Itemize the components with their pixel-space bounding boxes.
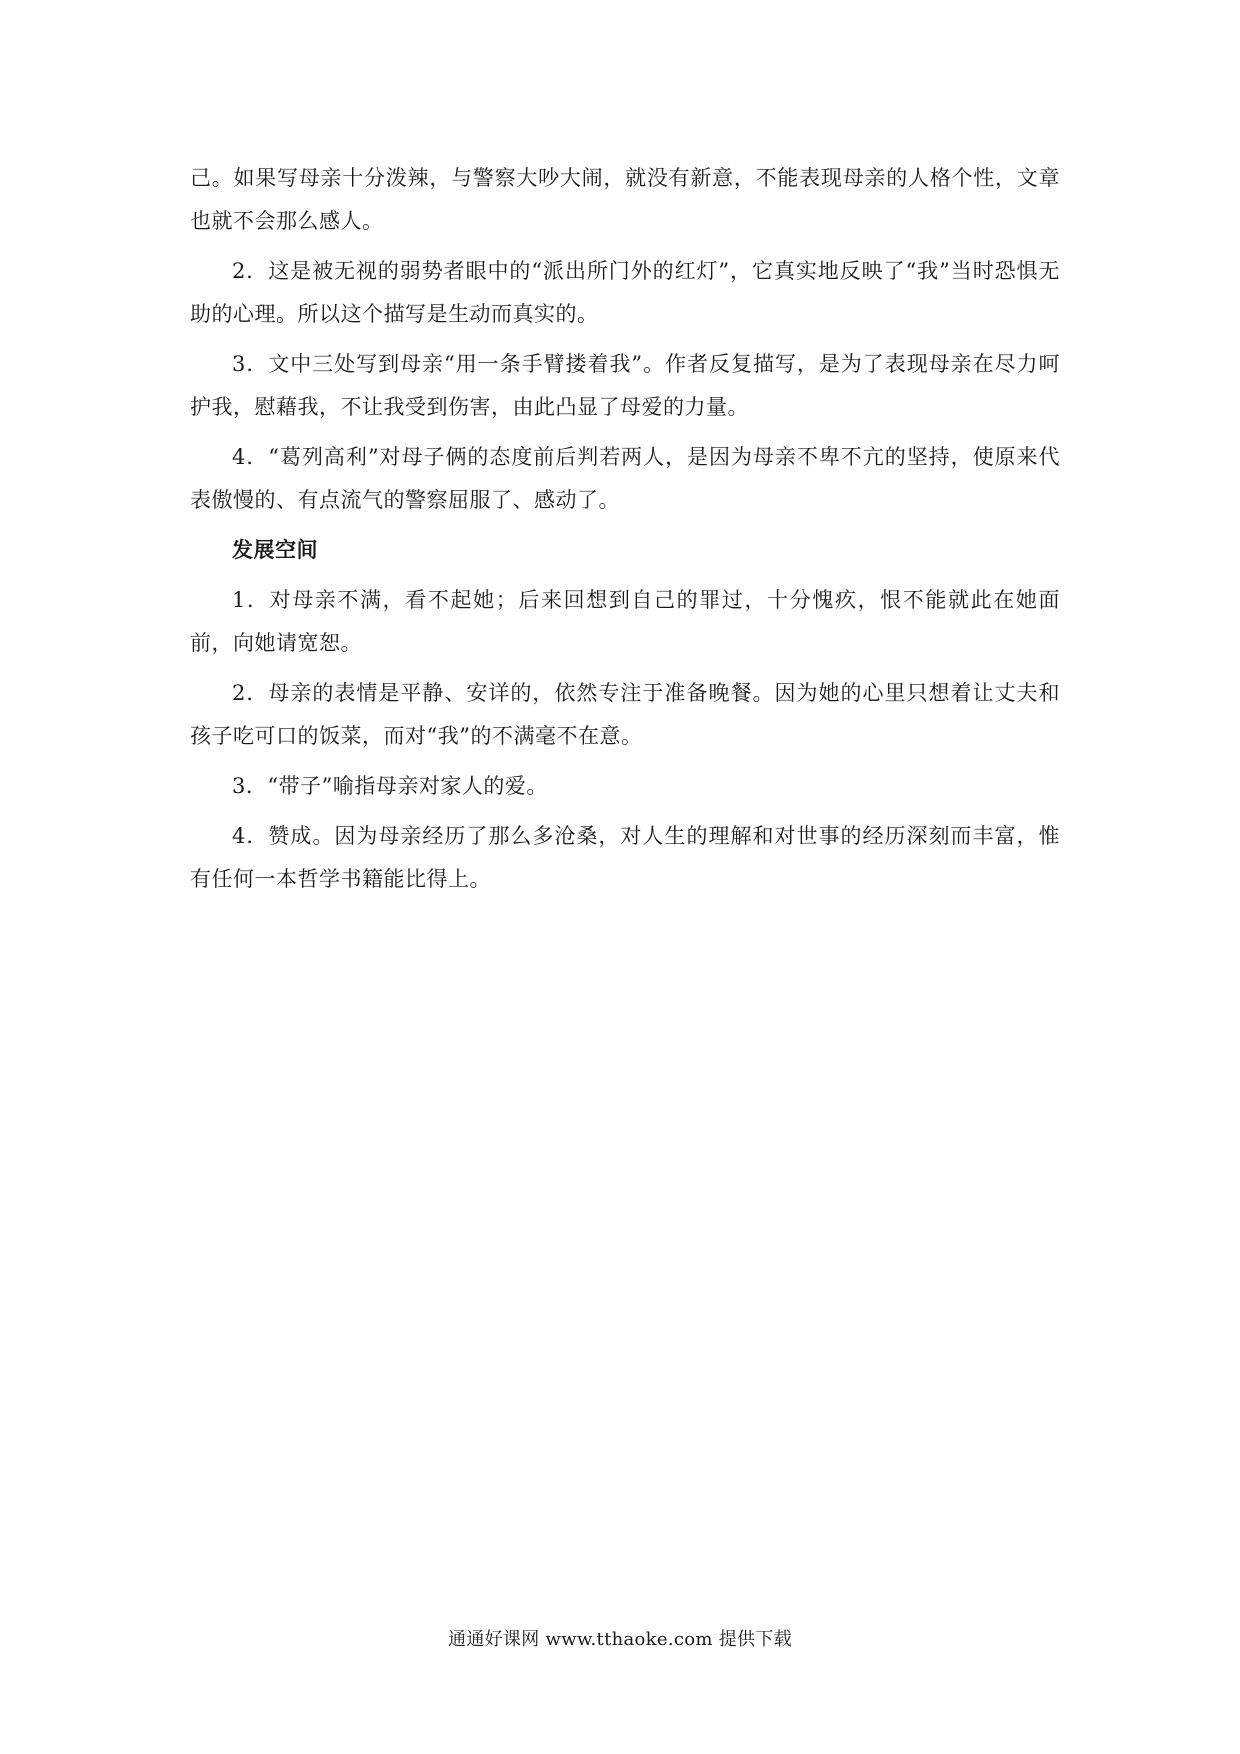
answer-paragraph-2: 2．这是被无视的弱势者眼中的“派出所门外的红灯”，它真实地反映了“我”当时恐惧无助的心理。所以这个描写是生动而真实的。 (190, 259, 1060, 326)
paragraph-continued: 己。如果写母亲十分泼辣，与警察大吵大闹，就没有新意，不能表现母亲的人格个性，文章也就不会那么感人。 (190, 166, 1060, 233)
development-answer-2: 2．母亲的表情是平静、安详的，依然专注于准备晚餐。因为她的心里只想着让丈夫和孩子吃可口的饭菜，而对“我”的不满毫不在意。 (190, 681, 1060, 748)
document-body (190, 157, 1060, 908)
answer-paragraph-3: 3．文中三处写到母亲“用一条手臂搂着我”。作者反复描写，是为了表现母亲在尽力呵护我，慰藉我，不让我受到伤害，由此凸显了母爱的力量。 (190, 352, 1060, 419)
section-title: 发展空间 (232, 538, 318, 562)
development-answer-4: 4．赞成。因为母亲经历了那么多沧桑，对人生的理解和对世事的经历深刻而丰富，惟有任何一本哲学书籍能比得上。 (190, 824, 1060, 891)
page-footer: 通通好课网 www.tthaoke.com 提供下载 (448, 1629, 792, 1650)
development-answer-3: 3．“带子”喻指母亲对家人的爱。 (232, 774, 548, 798)
development-answer-1: 1．对母亲不满，看不起她；后来回想到自己的罪过，十分愧疚，恨不能就此在她面前，向她请宽恕。 (190, 588, 1060, 655)
answer-paragraph-4: 4．“葛列高利”对母子俩的态度前后判若两人，是因为母亲不卑不亢的坚持，使原来代表傲慢的、有点流气的警察屈服了、感动了。 (190, 445, 1060, 512)
